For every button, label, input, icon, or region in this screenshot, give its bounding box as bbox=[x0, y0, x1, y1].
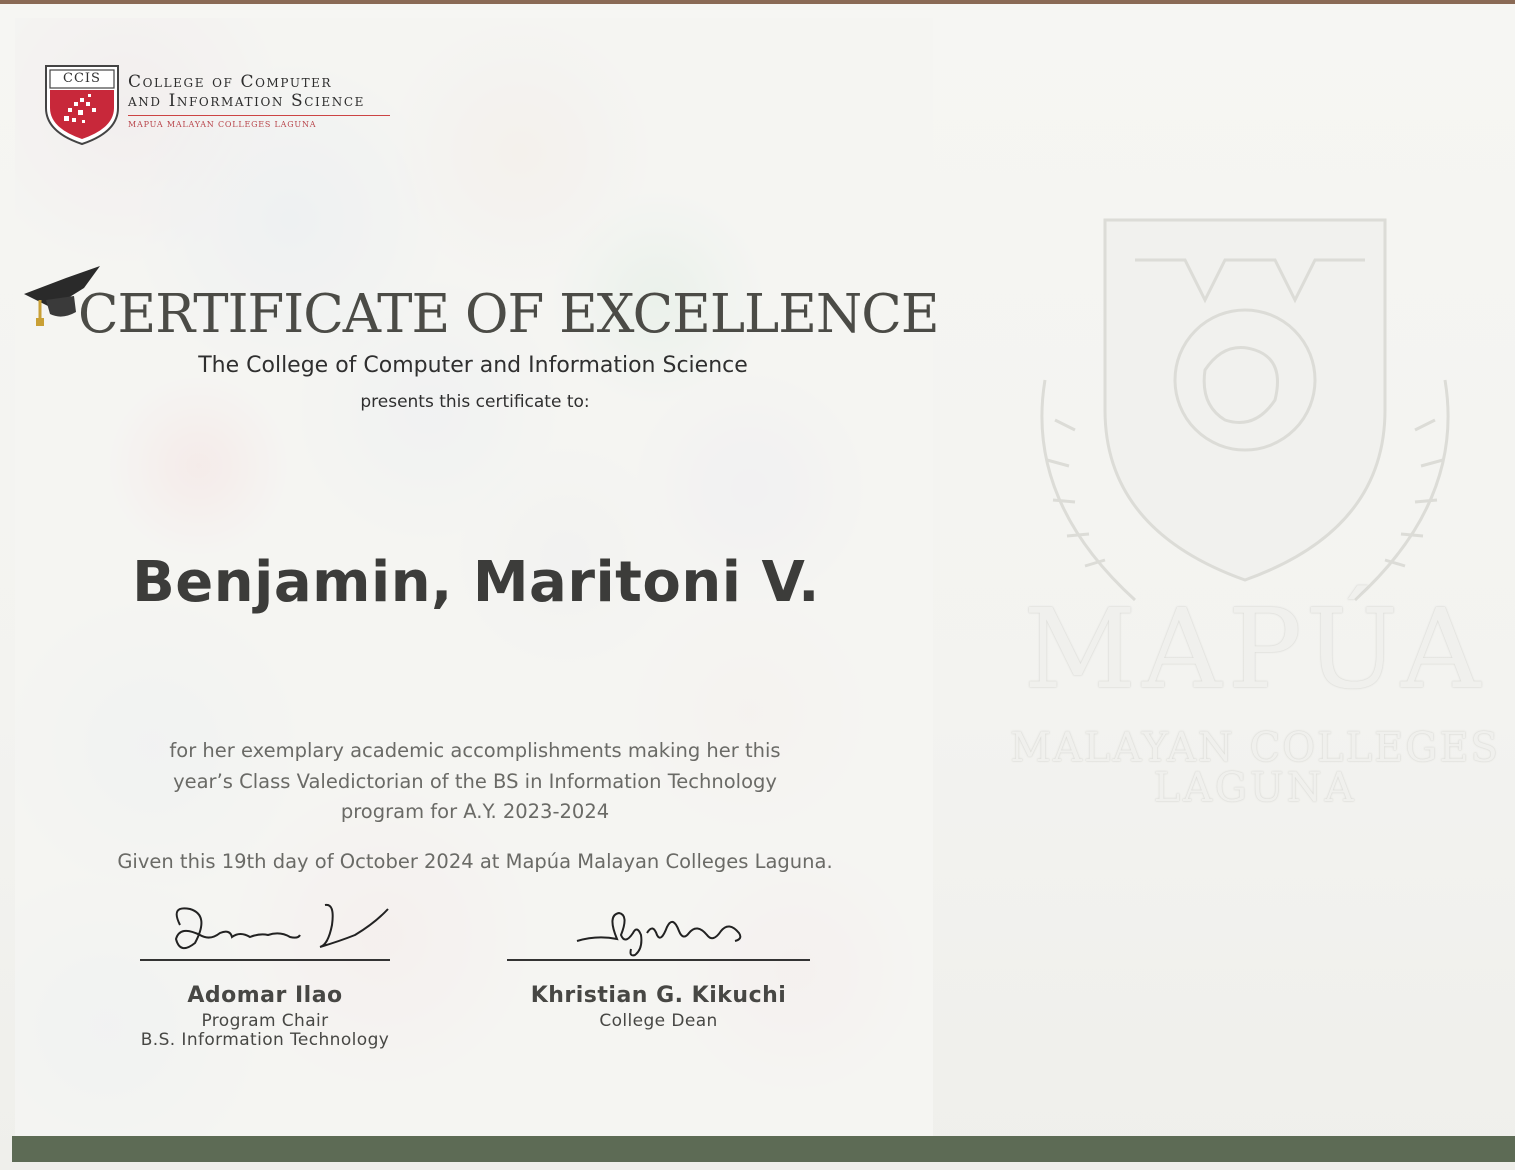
watermark-line1: MALAYAN COLLEGES bbox=[1010, 725, 1500, 771]
signatory-role: Program Chair bbox=[201, 1011, 329, 1031]
bottom-accent-bar bbox=[12, 1136, 1515, 1162]
ccis-logo bbox=[44, 64, 404, 146]
given-date-line: Given this 19th day of October 2024 at Mapúa Malayan Colleges Laguna. bbox=[117, 850, 833, 873]
signatory-name: Khristian G. Kikuchi bbox=[530, 983, 787, 1008]
signatory-role: College Dean bbox=[599, 1011, 718, 1031]
logo-badge: CCIS bbox=[63, 71, 101, 86]
logo-line1: College of Computer bbox=[128, 72, 333, 92]
logo-divider bbox=[128, 115, 390, 116]
watermark-name: MAPÚA bbox=[1023, 585, 1487, 713]
signatory-program-chair bbox=[140, 895, 390, 1050]
signature-scribble-icon bbox=[140, 895, 390, 959]
signature-line bbox=[507, 959, 810, 961]
citation-line3: program for A.Y. 2023-2024 bbox=[340, 800, 610, 823]
signatory-role-line2: B.S. Information Technology bbox=[140, 1030, 390, 1050]
recipient-name: Benjamin, Maritoni V. bbox=[132, 550, 820, 615]
presenter-line: The College of Computer and Information Science bbox=[198, 353, 748, 378]
citation bbox=[110, 736, 840, 828]
signature-line bbox=[140, 959, 390, 961]
presents-line: presents this certificate to: bbox=[360, 392, 590, 412]
signatory-name: Adomar Ilao bbox=[187, 983, 343, 1008]
logo-line2: and Information Science bbox=[128, 91, 365, 111]
top-edge bbox=[0, 0, 1515, 4]
citation-line2: year’s Class Valedictorian of the BS in Information Technology bbox=[173, 769, 777, 793]
signatory-college-dean bbox=[507, 905, 810, 1031]
certificate-title: CERTIFICATE OF EXCELLENCE bbox=[78, 284, 939, 345]
signature-scribble-icon bbox=[507, 905, 810, 959]
citation-line1: for her exemplary academic accomplishments making her this bbox=[169, 739, 781, 762]
logo-subline: MAPUA MALAYAN COLLEGES LAGUNA bbox=[128, 120, 317, 129]
watermark-line2: LAGUNA bbox=[1153, 765, 1357, 811]
